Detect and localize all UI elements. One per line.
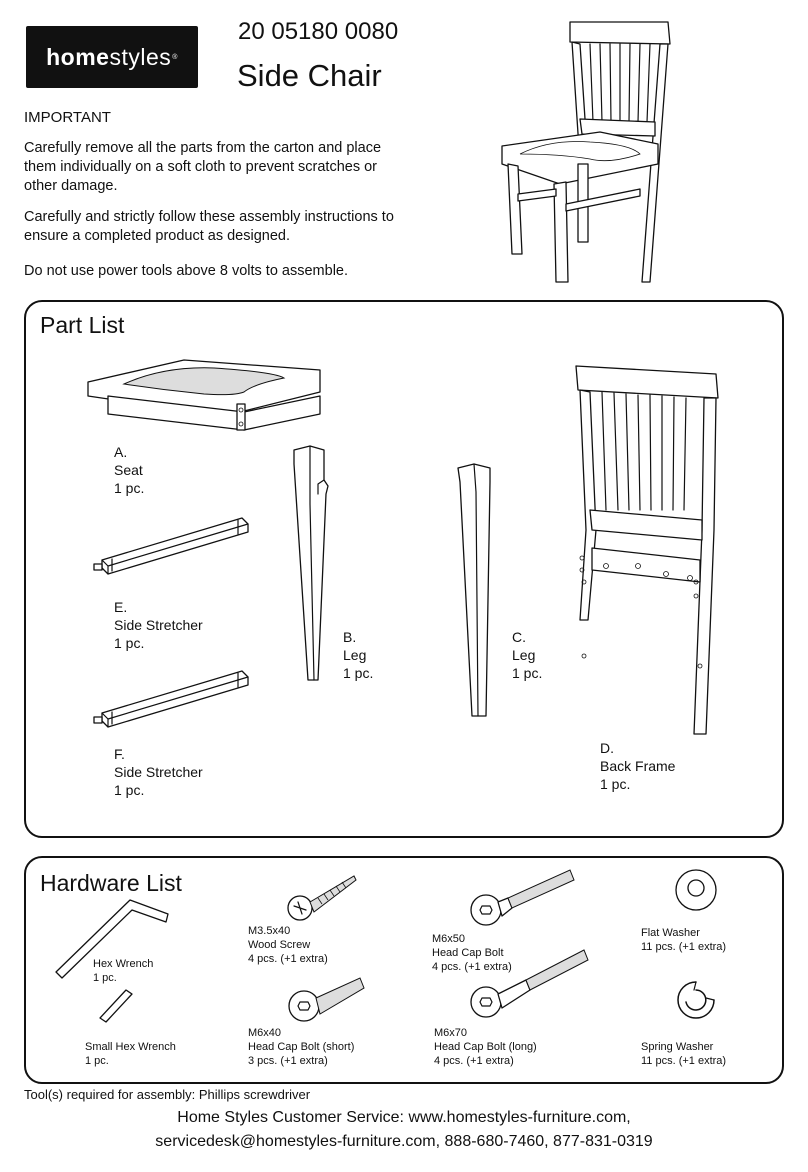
side-stretcher-f-illustration xyxy=(92,667,252,733)
bolt-short-spec: M6x40 xyxy=(248,1027,282,1039)
bolt-name: Head Cap Bolt xyxy=(432,947,504,959)
tools-value: Phillips screwdriver xyxy=(198,1087,311,1102)
homestyles-logo: home styles ® xyxy=(26,26,198,88)
part-c-name: Leg xyxy=(512,647,536,663)
head-cap-bolt-short-icon xyxy=(286,972,366,1026)
flat-washer-name: Flat Washer xyxy=(641,927,700,939)
intro-paragraph-3: Do not use power tools above 8 volts to assemble. xyxy=(24,263,349,279)
customer-service-line-2: servicedesk@homestyles-furniture.com, 888-680-7460, 877-831-0319 xyxy=(155,1133,653,1150)
leg-c-illustration xyxy=(454,462,504,722)
part-a-letter: A. xyxy=(114,444,128,460)
wood-screw-name: Wood Screw xyxy=(248,939,311,951)
back-frame-illustration xyxy=(566,360,726,740)
part-d-name: Back Frame xyxy=(600,758,676,774)
spring-washer-icon xyxy=(674,976,718,1026)
small-hex-wrench-name: Small Hex Wrench xyxy=(85,1041,176,1053)
product-code: 20 05180 0080 xyxy=(238,18,399,45)
tools-label: Tool(s) required for assembly: xyxy=(24,1087,196,1102)
part-f-name: Side Stretcher xyxy=(114,764,203,780)
hardware-list-title: Hardware List xyxy=(40,870,182,896)
wood-screw-qty: 4 pcs. (+1 extra) xyxy=(248,953,328,965)
part-c-letter: C. xyxy=(512,629,526,645)
hex-wrench-qty: 1 pc. xyxy=(93,972,117,984)
intro-paragraph-2: Carefully and strictly follow these assembly instructions to ensure a completed product as designed. xyxy=(24,209,394,244)
hex-wrench-name: Hex Wrench xyxy=(93,958,154,970)
spring-washer-name: Spring Washer xyxy=(641,1041,714,1053)
head-cap-bolt-long-icon xyxy=(468,946,592,1022)
bolt-short-qty: 3 pcs. (+1 extra) xyxy=(248,1055,328,1067)
part-e-name: Side Stretcher xyxy=(114,617,203,633)
part-b-qty: 1 pc. xyxy=(343,665,374,681)
side-stretcher-e-illustration xyxy=(92,514,252,580)
tools-required xyxy=(24,1087,310,1102)
part-f-letter: F. xyxy=(114,746,125,762)
bolt-qty: 4 pcs. (+1 extra) xyxy=(432,961,512,973)
intro-paragraph-1: Carefully remove all the parts from the carton and place them individually on a soft cloth to prevent scratches or other damage. xyxy=(24,140,382,194)
seat-illustration xyxy=(84,356,324,436)
small-hex-wrench-qty: 1 pc. xyxy=(85,1055,109,1067)
part-b-name: Leg xyxy=(343,647,367,663)
assembled-chair-illustration xyxy=(490,14,680,286)
head-cap-bolt-icon xyxy=(468,866,578,930)
bolt-long-spec: M6x70 xyxy=(434,1027,468,1039)
customer-service-line-1: Home Styles Customer Service: www.homestyles-furniture.com, xyxy=(177,1109,631,1126)
flat-washer-qty: 11 pcs. (+1 extra) xyxy=(641,941,727,953)
leg-b-illustration xyxy=(290,444,340,684)
bolt-long-qty: 4 pcs. (+1 extra) xyxy=(434,1055,514,1067)
part-c-qty: 1 pc. xyxy=(512,665,543,681)
bolt-short-name: Head Cap Bolt (short) xyxy=(248,1041,355,1053)
bolt-spec: M6x50 xyxy=(432,933,466,945)
wood-screw-icon xyxy=(284,872,360,922)
part-b-letter: B. xyxy=(343,629,357,645)
wood-screw-spec: M3.5x40 xyxy=(248,925,291,937)
part-d-qty: 1 pc. xyxy=(600,776,631,792)
part-d-letter: D. xyxy=(600,740,614,756)
product-name: Side Chair xyxy=(237,58,382,93)
part-a-name: Seat xyxy=(114,462,143,478)
part-f-qty: 1 pc. xyxy=(114,782,145,798)
part-a-qty: 1 pc. xyxy=(114,480,145,496)
spring-washer-qty: 11 pcs. (+1 extra) xyxy=(641,1055,727,1067)
flat-washer-icon xyxy=(672,866,720,914)
part-list-title: Part List xyxy=(40,312,125,338)
part-e-qty: 1 pc. xyxy=(114,635,145,651)
small-hex-wrench-icon xyxy=(96,986,136,1026)
part-e-letter: E. xyxy=(114,599,128,615)
bolt-long-name: Head Cap Bolt (long) xyxy=(434,1041,537,1053)
important-heading: IMPORTANT xyxy=(24,109,111,126)
